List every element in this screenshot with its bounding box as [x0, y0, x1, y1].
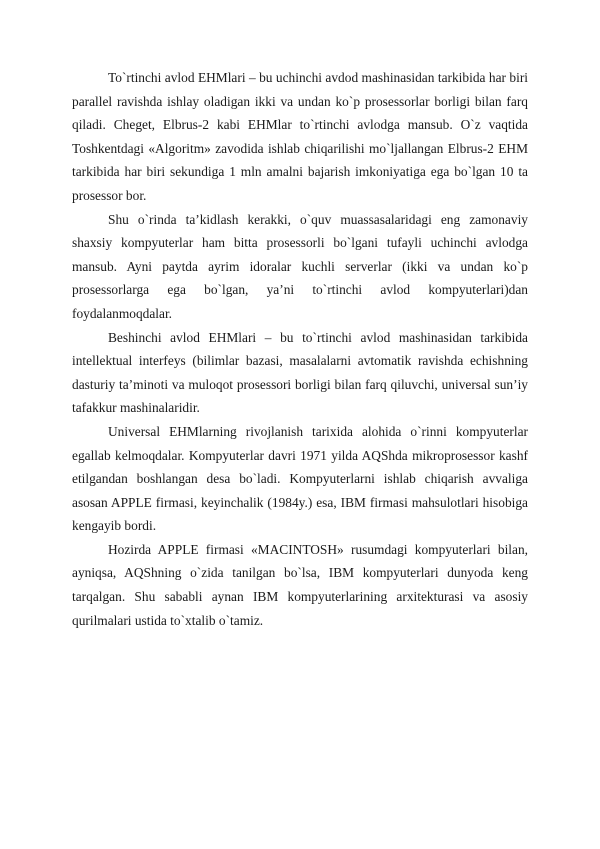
document-body: [72, 66, 528, 632]
paragraph-fourth-generation: To`rtinchi avlod EHMlari – bu uchinchi avdod mashinasidan tarkibida har biri parallel ravishda ishlay oladigan ikki va undan ko`p prosessorlar borligi bilan farq qiladi. Cheget, Elbrus-2 kabi EHMlar to`rtinchi avlodga mansub. O`z vaqtida Toshkentdagi «Algoritm» zavodida ishlab chiqarilishi mo`ljallangan Elbrus-2 EHM tarkibida har biri sekundiga 1 mln amalni bajarish imkoniyatiga ega bo`lgan 10 ta prosessor bor.: [72, 70, 528, 203]
paragraph-universal-computers: Universal EHMlarning rivojlanish tarixida alohida o`rinni kompyuterlar egallab kelmoqdalar. Kompyuterlar davri 1971 yilda AQShda mikroprosessor kashf etilgandan boshlangan desa bo`ladi. Kompyuterlarni ishlab chiqarish avvaliga asosan APPLE firmasi, keyinchalik (1984y.) esa, IBM firmasi mahsulotlari hisobiga kengayib bordi.: [72, 423, 528, 534]
paragraph-apple-ibm: Hozirda APPLE firmasi «MACINTOSH» rusumdagi kompyuterlari bilan, ayniqsa, AQShning o`zida tanilgan bo`lsa, IBM kompyuterlari dunyoda keng tarqalgan. Shu sababli aynan IBM kompyuterlarining arxitekturasi va asosiy qurilmalari ustida to`xtalib o`tamiz.: [72, 541, 528, 628]
paragraph-servers: Shu o`rinda ta’kidlash kerakki, o`quv muassasalaridagi eng zamonaviy shaxsiy kompyuterlar ham bitta prosessorli bo`lgani tufayli uchinchi avlodga mansub. Ayni paytda ayrim idoralar kuchli serverlar (ikki va undan ko`p prosessorlarga ega bo`lgan, ya’ni to`rtinchi avlod kompyuterlari)dan foydalanmoqdalar.: [72, 211, 528, 321]
paragraph-fifth-generation: Beshinchi avlod EHMlari – bu to`rtinchi avlod mashinasidan tarkibida intellektual interfeys (bilimlar bazasi, masalalarni avtomatik ravishda echishning dasturiy ta’minoti va muloqot prosessori borligi bilan farq qiluvchi, universal sun’iy tafakkur mashinalaridir.: [72, 329, 528, 416]
